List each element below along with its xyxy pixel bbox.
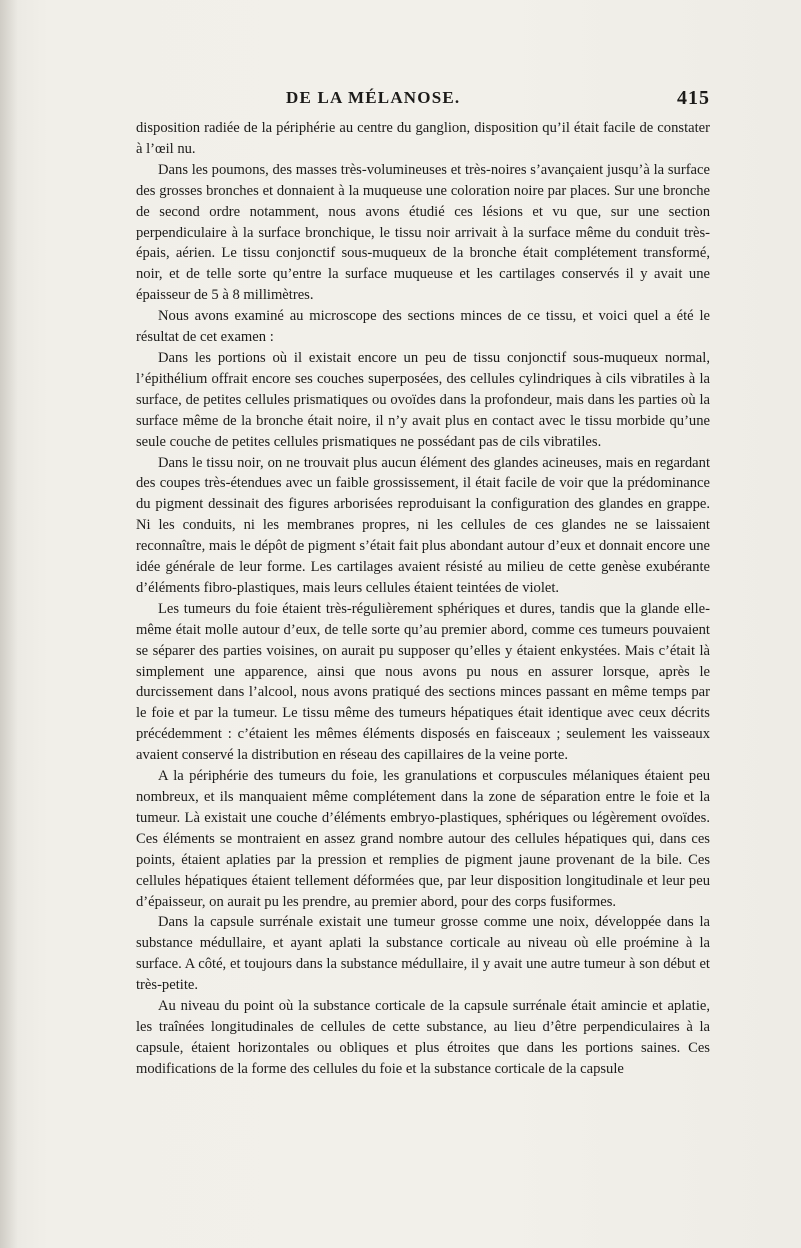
paragraph: Dans les poumons, des masses très-volumineuses et très-noires s’avançaient jusqu’à la surface des grosses bronches et donnaient à la muqueuse une coloration noire par places. Sur une bronche de second ordre notamment, nous avons étudié ces lésions et vu que, sur une section perpendiculaire à la surface bronchique, le tissu noir arrivait à la surface même du conduit très-épais, aérien. Le tissu conjonctif sous-muqueux de la bronche était complétement transformé, noir, et de telle sorte qu’entre la surface muqueuse et les cartilages conservés il y avait une épaisseur de 5 à 8 millimètres. bbox=[136, 161, 710, 304]
body-text bbox=[136, 118, 710, 1080]
paragraph: Dans les portions où il existait encore un peu de tissu conjonctif sous-muqueux normal, l’épithélium offrait encore ses couches superposées, des cellules cylindriques à cils vibratiles à la surface, de petites cellules prismatiques ou ovoïdes dans la profondeur, mais dans les parties où la surface même de la bronche était noire, il n’y avait plus en contact avec le tissu morbide qu’une seule couche de petites cellules prismatiques ne possédant pas de cils vibratiles. bbox=[136, 349, 710, 450]
paragraph: Au niveau du point où la substance corticale de la capsule surrénale était amincie et aplatie, les traînées longitudinales de cellules de cette substance, au lieu d’être perpendiculaires à la capsule, étaient horizontales ou obliques et plus étroites que dans les portions saines. Ces modifications de la forme des cellules du foie et la substance corticale de la capsule bbox=[136, 998, 710, 1077]
running-header bbox=[136, 88, 710, 112]
paragraph: Dans la capsule surrénale existait une tumeur grosse comme une noix, développée dans la substance médullaire, et ayant aplati la substance corticale au niveau où elle proémine à la surface. A côté, et toujours dans la substance médullaire, il y avait une autre tumeur à son début et très-petite. bbox=[136, 914, 710, 994]
paragraph: Dans le tissu noir, on ne trouvait plus aucun élément des glandes acineuses, mais en regardant des coupes très-étendues avec un faible grossissement, il était facile de voir que la prédominance du pigment dessinait des figures arborisées reproduisant la configuration des glandes en grappe. Ni les conduits, ni les membranes propres, ni les cellules de ces glandes ne se laissaient reconnaître, mais le dépôt de pigment s’était fait plus abondant autour d’eux et donnait encore une idée générale de leur forme. Les cartilages avaient résisté au milieu de cette genèse exubérante d’éléments fibro-plastiques, mais leurs cellules étaient teintées de violet. bbox=[136, 454, 710, 596]
running-title: DE LA MÉLANOSE. bbox=[286, 88, 461, 107]
paragraph: Nous avons examiné au microscope des sections minces de ce tissu, et voici quel a été le résultat de cet examen : bbox=[136, 308, 710, 346]
paragraph: A la périphérie des tumeurs du foie, les granulations et corpuscules mélaniques étaient peu nombreux, et ils manquaient même complétement dans la zone de séparation entre le foie et la tumeur. Là existait une couche d’éléments embryo-plastiques, sphériques ou légèrement ovoïdes. Ces éléments se montraient en assez grand nombre autour des cellules hépatiques qui, dans ces points, étaient aplaties par la pression et remplies de pigment jaune provenant de la bile. Ces cellules hépatiques étaient tellement déformées que, par leur disposition longitudinale et leur peu d’épaisseur, on aurait pu les prendre, au premier abord, pour des corps fusiformes. bbox=[136, 768, 710, 910]
paragraph: disposition radiée de la périphérie au centre du ganglion, disposition qu’il était facile de constater à l’œil nu. bbox=[136, 120, 710, 157]
paragraph: Les tumeurs du foie étaient très-régulièrement sphériques et dures, tandis que la glande elle-même était molle autour d’eux, de telle sorte qu’au premier abord, comme ces tumeurs pouvaient se séparer des parties voisines, on aurait pu supposer qu’elles y étaient enkystées. Mais c’était là simplement une apparence, ainsi que nous avons pu nous en assurer lorsque, après le durcissement dans l’alcool, nous avons pratiqué des sections minces passant en même temps par le foie et par la tumeur. Le tissu même des tumeurs hépatiques était identique avec ceux décrits précédemment : c’étaient les mêmes éléments disposés en faisceaux ; seulement les vaisseaux avaient conservé la distribution en réseau des capillaires de la veine porte. bbox=[136, 600, 710, 764]
page-gutter-shadow bbox=[0, 0, 18, 1248]
page-number: 415 bbox=[677, 87, 710, 109]
